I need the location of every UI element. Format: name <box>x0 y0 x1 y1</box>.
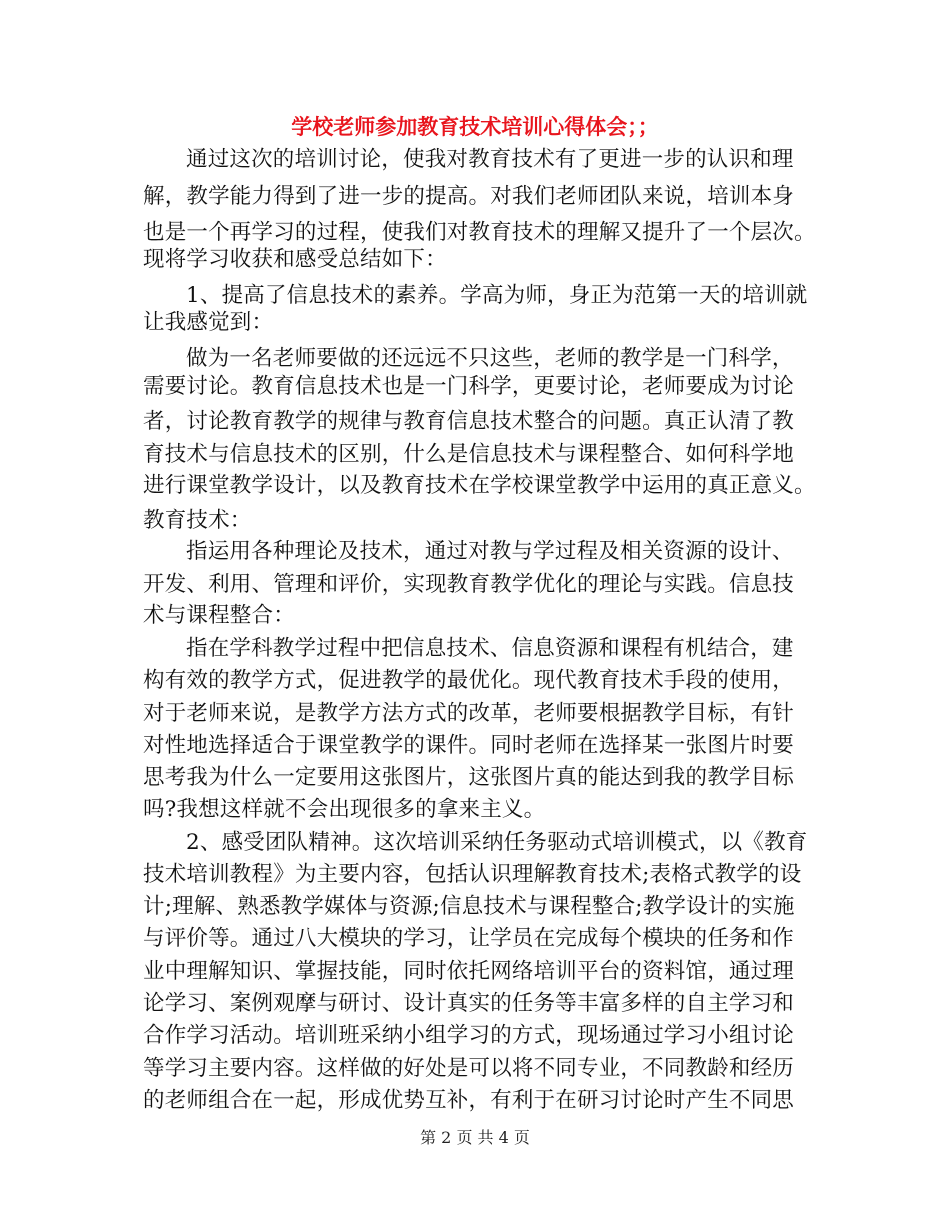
body-line-22: 2、感受团队精神。这次培训采纳任务驱动式培训模式，以《教育 <box>186 830 808 855</box>
body-line-28: 合作学习活动。培训班采纳小组学习的方式，现场通过学习小组讨论 <box>143 1023 795 1048</box>
body-line-3: 也是一个再学习的过程，使我们对教育技术的理解又提升了一个层次。 <box>143 220 816 245</box>
body-line-27: 论学习、案例观摩与研讨、设计真实的任务等丰富多样的自主学习和 <box>143 991 795 1016</box>
document-title: 学校老师参加教育技术培训心得体会；； <box>291 114 659 139</box>
body-line-18: 对于老师来说，是教学方法方式的改革，老师要根据教学目标，有针 <box>143 701 795 726</box>
body-line-25: 与评价等。通过八大模块的学习，让学员在完成每个模块的任务和作 <box>143 926 795 951</box>
body-line-20: 思考我为什么一定要用这张图片，这张图片真的能达到我的教学目标 <box>143 765 795 790</box>
body-line-11: 进行课堂教学设计，以及教育技术在学校课堂教学中运用的真正意义。 <box>143 473 816 498</box>
body-line-1: 通过这次的培训讨论，使我对教育技术有了更进一步的认识和理 <box>186 147 794 172</box>
body-line-13: 指运用各种理论及技术，通过对教与学过程及相关资源的设计、 <box>186 539 794 564</box>
body-line-5: 1、提高了信息技术的素养。学高为师，身正为范第一天的培训就 <box>186 283 808 308</box>
body-line-23: 技术培训教程》为主要内容，包括认识理解教育技术;表格式教学的设 <box>143 862 802 887</box>
body-line-17: 构有效的教学方式，促进教学的最优化。现代教育技术手段的使用， <box>143 668 795 693</box>
body-line-12: 教育技术： <box>143 508 252 533</box>
body-line-6: 让我感觉到： <box>143 310 274 335</box>
body-line-30: 的老师组合在一起，形成优势互补，有利于在研习讨论时产生不同思 <box>143 1088 795 1113</box>
body-line-8: 需要讨论。教育信息技术也是一门科学，更要讨论，老师要成为讨论 <box>143 374 795 399</box>
body-line-16: 指在学科教学过程中把信息技术、信息资源和课程有机结合，建 <box>186 636 794 661</box>
body-line-24: 计;理解、熟悉教学媒体与资源;信息技术与课程整合;教学设计的实施 <box>143 894 795 919</box>
body-line-9: 者，讨论教育教学的规律与教育信息技术整合的问题。真正认清了教 <box>143 409 795 434</box>
body-line-29: 等学习主要内容。这样做的好处是可以将不同专业，不同教龄和经历 <box>143 1056 795 1081</box>
body-line-15: 术与课程整合： <box>143 603 295 628</box>
body-line-2: 解，教学能力得到了进一步的提高。对我们老师团队来说，培训本身 <box>143 184 795 209</box>
body-line-10: 育技术与信息技术的区别，什么是信息技术与课程整合、如何科学地 <box>143 442 795 467</box>
body-line-19: 对性地选择适合于课堂教学的课件。同时老师在选择某一张图片时要 <box>143 733 795 758</box>
body-line-26: 业中理解知识、掌握技能，同时依托网络培训平台的资料馆，通过理 <box>143 959 795 984</box>
body-line-7: 做为一名老师要做的还远远不只这些，老师的教学是一门科学， <box>186 346 794 371</box>
body-line-4: 现将学习收获和感受总结如下： <box>143 247 447 272</box>
page-number-footer: 第 2 页 共 4 页 <box>420 1128 530 1147</box>
body-line-21: 吗?我想这样就不会出现很多的拿来主义。 <box>143 797 546 822</box>
body-line-14: 开发、利用、管理和评价，实现教育教学优化的理论与实践。信息技 <box>143 572 795 597</box>
